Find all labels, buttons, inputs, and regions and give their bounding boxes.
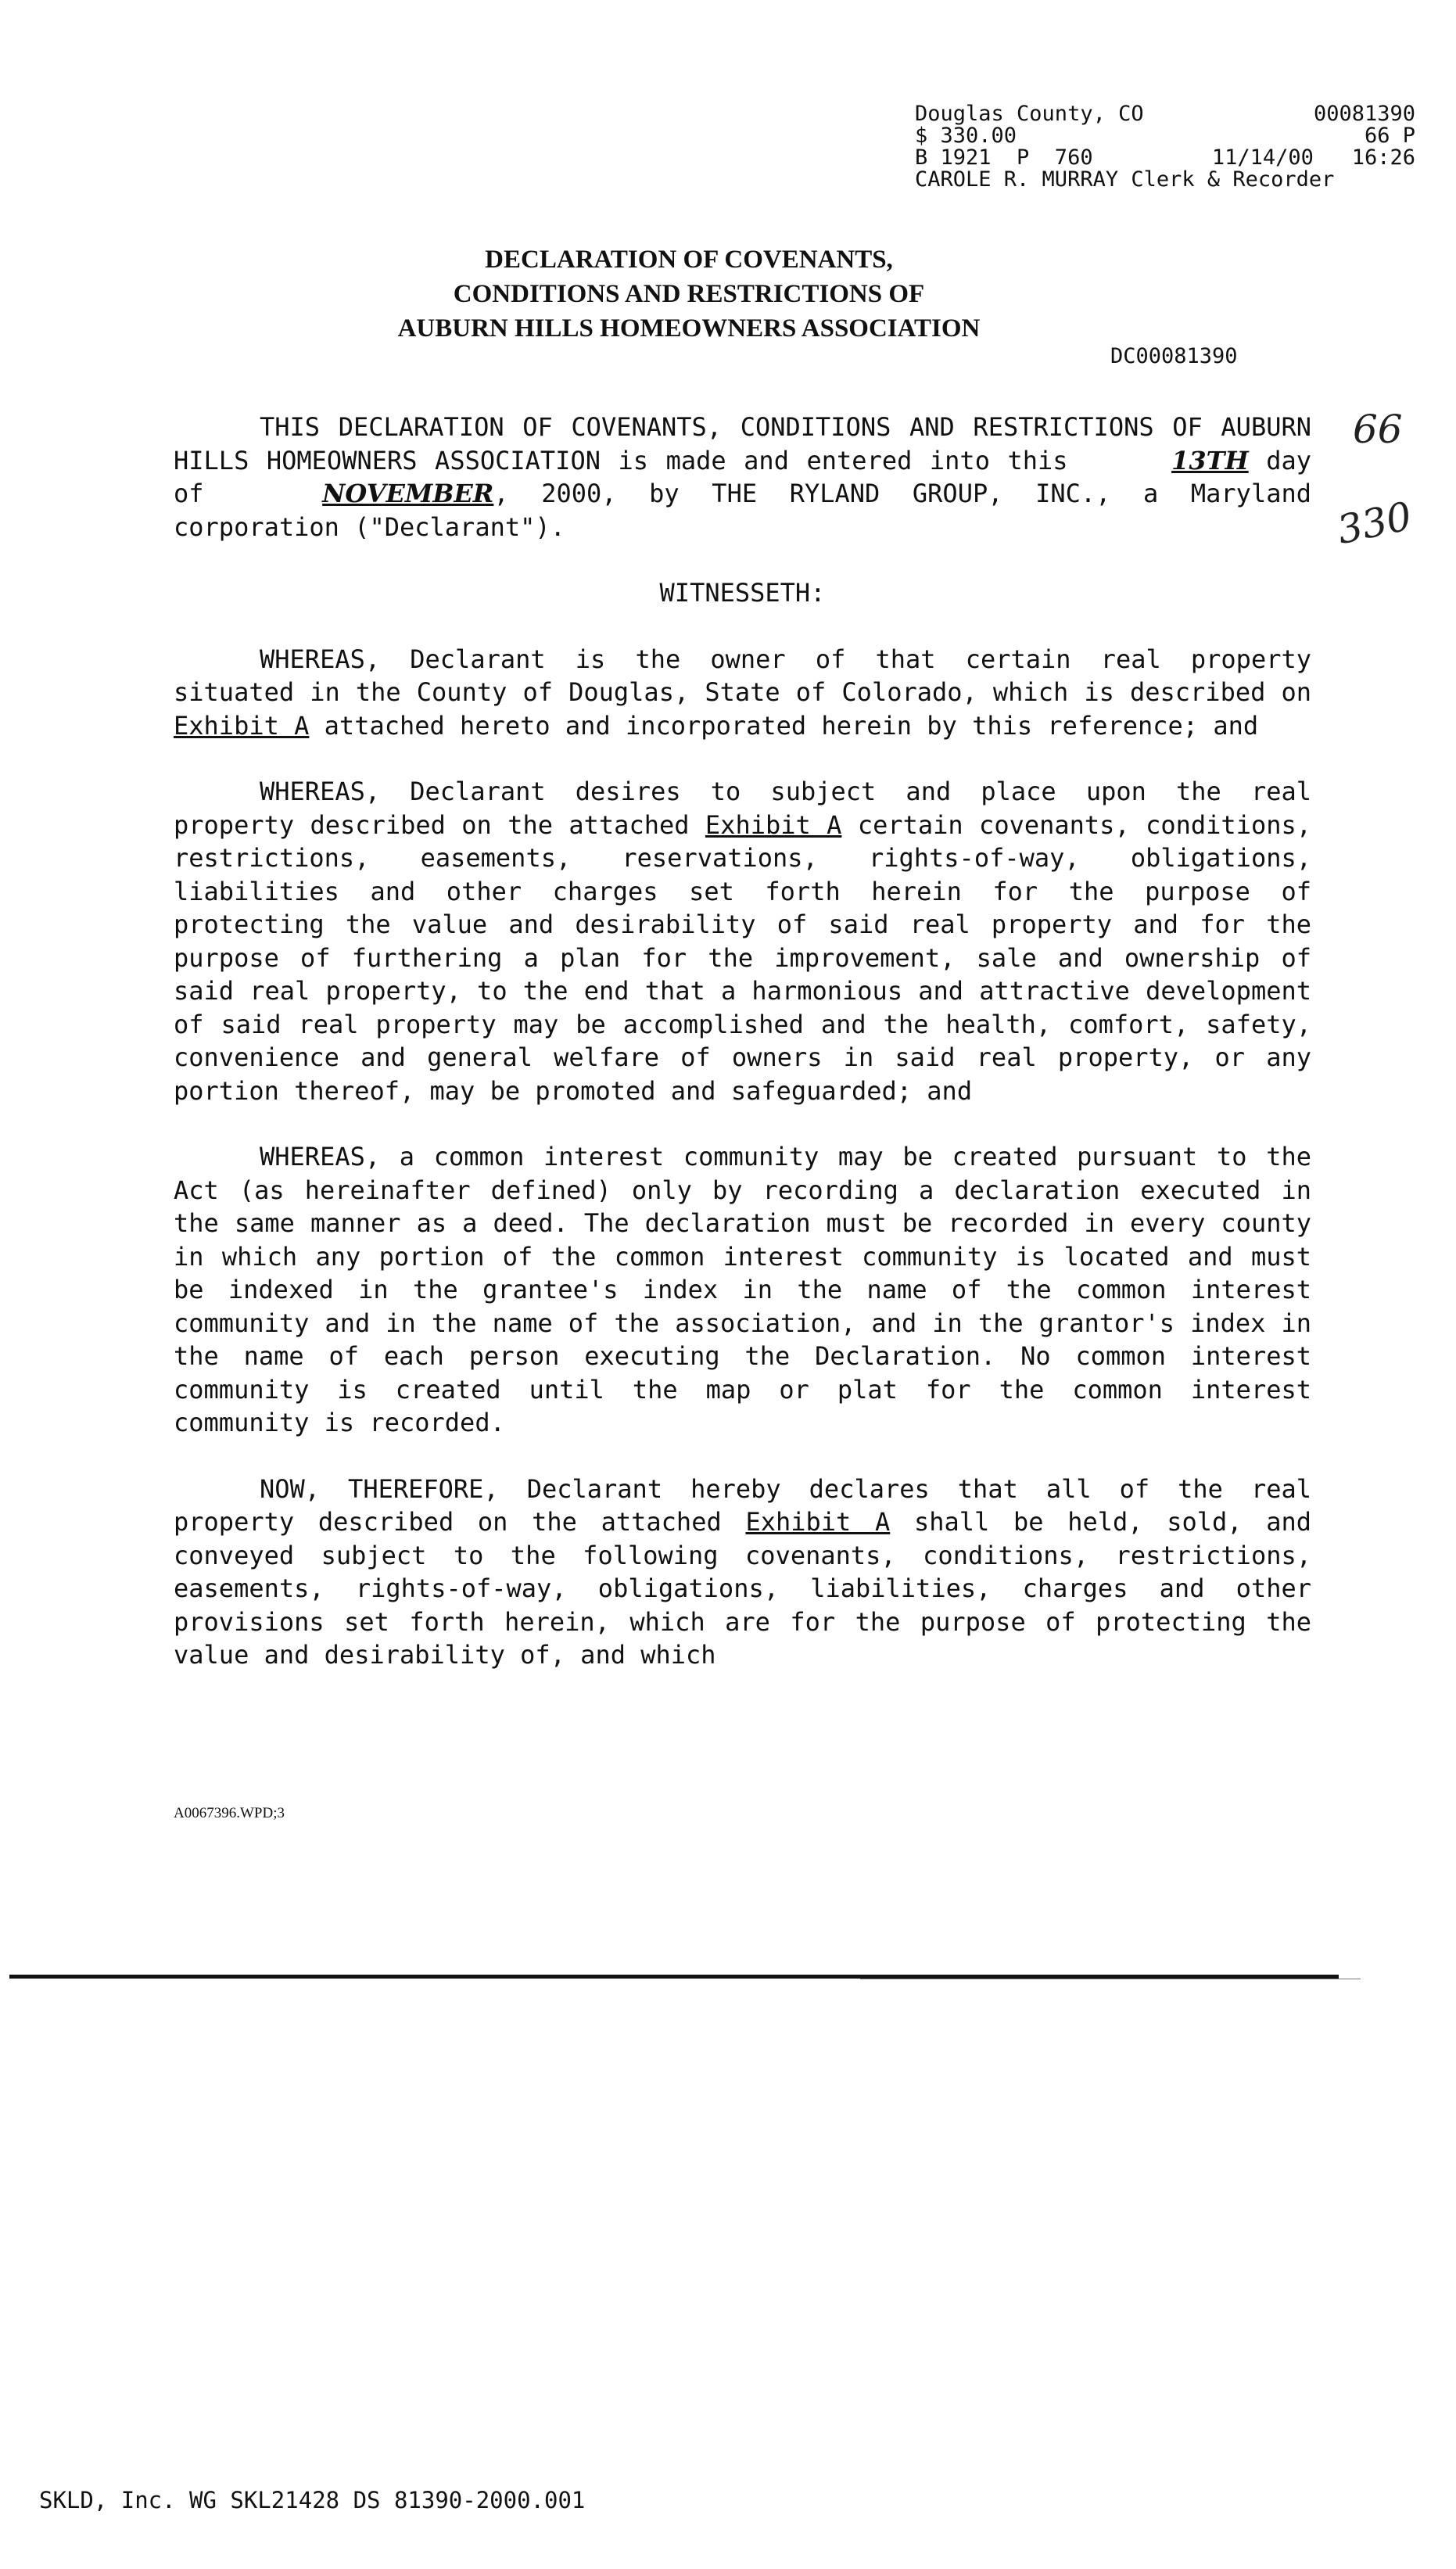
intro-text: THIS DECLARATION OF COVENANTS, CONDITIONS AND RESTRICTIONS OF AUBURN HILLS HOMEOWNERS ASSOCIATION is made and entered into this bbox=[174, 412, 1311, 475]
recorder-reception-number: 00081390 bbox=[1313, 102, 1415, 126]
para1-text-b: attached hereto and incorporated herein by this reference; and bbox=[324, 710, 1259, 741]
file-reference: A0067396.WPD;3 bbox=[174, 1805, 285, 1821]
para2-text-a: WHEREAS, Declarant desires to subject and place upon the real property described on the attached bbox=[174, 777, 1311, 840]
document-number: DC00081390 bbox=[1110, 344, 1238, 368]
exhibit-a-reference: Exhibit A bbox=[174, 710, 310, 741]
recorder-pages: 66 P bbox=[1364, 124, 1415, 148]
recorder-county: Douglas County, CO bbox=[915, 102, 1144, 126]
exhibit-a-reference: Exhibit A bbox=[745, 1507, 891, 1537]
footer-stamp: SKLD, Inc. WG SKL21428 DS 81390-2000.001 bbox=[39, 2487, 586, 2513]
whereas-paragraph-3: WHEREAS, a common interest community may be created pursuant to the Act (as hereinafter defined) only by recording a declaration executed in the same manner as a deed. The declaration must be recorded in every county in which any portion of the common interest community is located and must be indexed in the grantee's index in the name of the common interest community and in the name of the association, and in the grantor's index in the name of each person executing the Declaration. No common interest community is created until the map or plat for the common interest community is recorded. bbox=[174, 1142, 1311, 1437]
document-title bbox=[0, 242, 1456, 346]
para1-text-a: WHEREAS, Declarant is the owner of that certain real property situated in the County of Douglas, State of Colorado, which is described on bbox=[174, 644, 1311, 707]
intro-paragraph bbox=[174, 411, 1311, 544]
recorder-fee: $ 330.00 bbox=[915, 124, 1017, 148]
recorder-book-page: B 1921 P 760 bbox=[915, 145, 1093, 170]
handwritten-month: NOVEMBER bbox=[322, 479, 494, 508]
intro-day-of: day of bbox=[174, 445, 1312, 508]
intro-text-end: , 2000, by THE RYLAND GROUP, INC., a Maryland corporation ("Declarant"). bbox=[174, 479, 1312, 542]
recorder-stamp bbox=[915, 103, 1415, 191]
para4-text-a: NOW, THEREFORE, Declarant hereby declares that all of the real property described on the attached bbox=[174, 1473, 1311, 1537]
handwritten-amount: 330 bbox=[1333, 493, 1416, 554]
para4-text-b: shall be held, sold, and conveyed subject to the following covenants, conditions, restrictions, easements, rights-of-way, obligations, liabilities, charges and other provisions set forth herein, which are for the purpose of protecting the value and desirability of, and which bbox=[174, 1507, 1312, 1670]
recorder-time: 16:26 bbox=[1351, 145, 1415, 170]
para2-text-b: certain covenants, conditions, restrictions, easements, reservations, rights-of-way, obligations, liabilities and other charges set forth herein for the purpose of protecting the value and desirability of said real property and for the purpose of furthering a plan for the improvement, sale and ownership of said real property, to the end that a harmonious and attractive development of said real property may be accomplished and the health, comfort, safety, convenience and general welfare of owners in said real property, or any portion thereof, may be promoted and safeguarded; and bbox=[174, 809, 1312, 1106]
whereas-paragraph-1 bbox=[174, 643, 1311, 743]
document-body bbox=[174, 411, 1311, 1705]
now-therefore-paragraph bbox=[174, 1473, 1311, 1672]
witnesseth-heading: WITNESSETH: bbox=[659, 578, 826, 608]
title-line-2: CONDITIONS AND RESTRICTIONS OF bbox=[453, 280, 925, 308]
whereas-paragraph-2 bbox=[174, 775, 1311, 1107]
handwritten-page-count: 66 bbox=[1353, 407, 1403, 452]
exhibit-a-reference: Exhibit A bbox=[705, 809, 842, 840]
title-line-3: AUBURN HILLS HOMEOWNERS ASSOCIATION bbox=[397, 314, 981, 343]
recorder-date: 11/14/00 bbox=[1211, 145, 1314, 170]
handwritten-day: 13TH bbox=[1171, 445, 1249, 475]
recorder-clerk: CAROLE R. MURRAY Clerk & Recorder bbox=[915, 167, 1335, 192]
title-line-1: DECLARATION OF COVENANTS, bbox=[485, 246, 893, 274]
